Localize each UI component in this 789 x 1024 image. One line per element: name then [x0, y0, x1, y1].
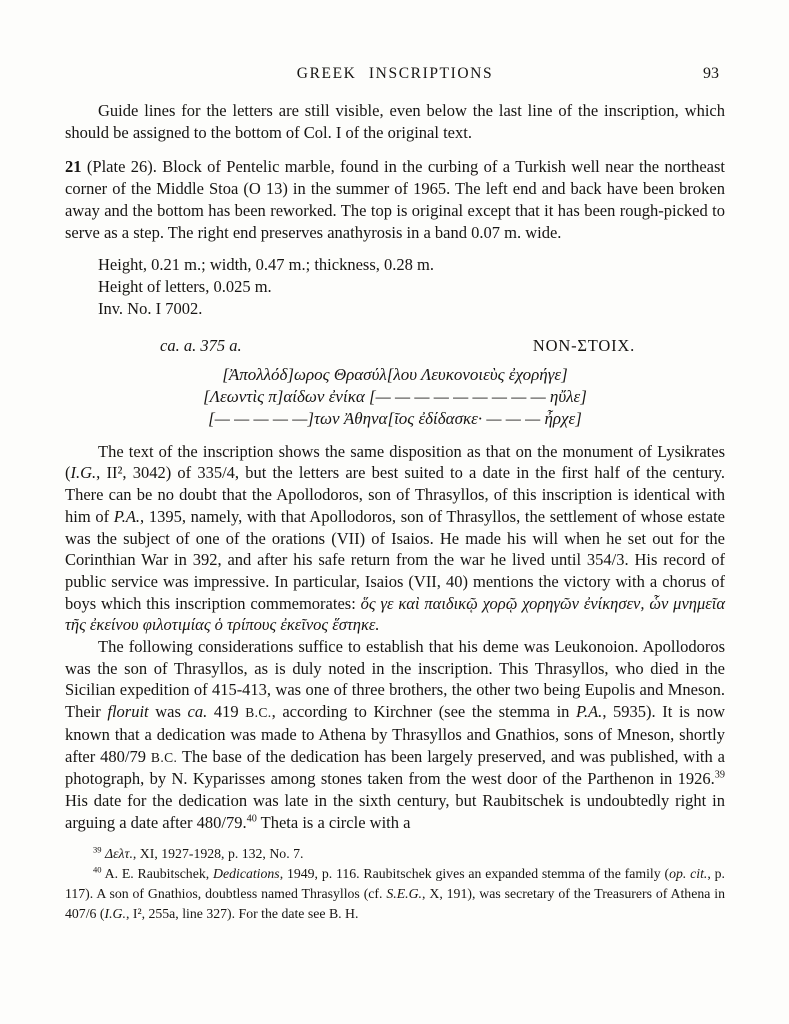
text-segment: S.E.G. — [386, 885, 422, 901]
text-segment: P.A. — [113, 506, 141, 526]
text-segment: op. cit. — [669, 866, 708, 882]
text-segment: floruit — [107, 702, 149, 722]
inscription-line-2: [Λεωντὶς π]αίδων ἐνίκα [— — — — — — — — — ηὔλε] — [203, 387, 587, 407]
text-segment: , XI, 1927-1928, p. 132, No. 7. — [132, 846, 304, 862]
footnotes-block — [65, 844, 725, 923]
footnote-ref: 39 — [93, 844, 102, 855]
text-segment: Guide lines for the letters are still visible, even below the last line of the inscription, which should be assigned to the bottom of Col. I of the original text. — [65, 101, 725, 142]
text-segment: , II², 3042) of 335/4, but the letters are best suited to a date in the first half of the century. There can be no doubt that the Apollodoros, son of Thrasyllos, of this inscription is identical with him of — [65, 463, 725, 526]
inventory-number: Inv. No. I 7002. — [98, 298, 203, 318]
text-segment: B.C. — [150, 749, 178, 765]
text-segment: His date for the dedication was late in the sixth century, but Raubitschek is undoubtedly right in arguing a date after 480/79. — [65, 790, 725, 832]
date-row — [65, 335, 725, 357]
text-segment: was — [148, 702, 188, 722]
date-label: ca. a. 375 a. — [160, 336, 242, 356]
text-segment: , 5935). It is now known that a dedication was made to Athena by Thrasyllos and Gnathios, sons of Mneson, shortly after 480/79 — [65, 702, 726, 766]
text-segment: P.A. — [576, 702, 603, 722]
text-segment: The base of the dedication has been largely preserved, and was published, with a photograph, by N. Kyparisses among stones taken from the west door of the Parthenon in 1926. — [65, 746, 725, 789]
text-segment: The following considerations suffice to establish that his deme was Leukonoion. Apollodoros was the son of Thrasyllos, as is duly noted in the inscription. This Thrasyllos, who died in the Sicilian expedition of 415-413, was one of three brothers, the other two being Eupolis and Mneson. Their — [65, 637, 725, 722]
measurement-dimensions: Height, 0.21 m.; width, 0.47 m.; thickness, 0.28 m. — [98, 255, 434, 275]
text-segment: , p. 117). A son of Gnathios, doubtless named Thrasyllos (cf. — [65, 866, 725, 901]
inscription-line-1: [Ἀπολλόδ]ωρος Θρασύλ[λου Λευκονοιεὺς ἐχορήγε] — [222, 365, 568, 385]
inscription-line-3: [— — — — —]των Ἀθηνα[ῖος ἐδίδασκε· — — — ἦρχε] — [208, 408, 582, 428]
text-segment: Theta is a circle with a — [256, 812, 411, 832]
measurements-block — [65, 254, 725, 319]
text-segment: ca. — [187, 702, 208, 722]
footnote-39 — [65, 844, 725, 864]
measurement-letter-height: Height of letters, 0.025 m. — [98, 276, 272, 296]
text-segment: 419 — [207, 702, 246, 722]
text-segment: I.G. — [70, 463, 97, 483]
text-segment: (Plate 26). Block of Pentelic marble, found in the curbing of a Turkish well near the northeast corner of the Middle Stoa (O 13) in the summer of 1965. The left end and back have been broken away and the bottom has been reworked. The top is original except that it has been rough-picked to serve as a step. The right end preserves anathyrosis in a band 0.07 m. wide. — [65, 157, 725, 242]
text-segment: A. E. Raubitschek, — [101, 866, 213, 882]
text-segment: ὅς γε καὶ παιδικῷ χορῷ χορηγῶν ἐνίκησεν, ὧν μνημεῖα τῆς ἐκείνου φιλοτιμίας ὁ τρίπους ἐκεῖνος ἕστηκε. — [65, 593, 725, 635]
text-segment: Δελτ. — [105, 846, 133, 862]
page-header — [65, 64, 725, 83]
paragraph-entry-21 — [65, 156, 725, 243]
stoichedon-label: NON-ΣΤΟΙΧ. — [532, 336, 635, 356]
text-segment: , according to Kirchner (see the stemma in — [271, 702, 577, 722]
text-segment: Dedications — [213, 866, 280, 882]
text-segment: , I², 255a, line 327). For the date see B. H. — [125, 905, 359, 921]
text-segment: I.G. — [104, 905, 126, 921]
inscription-text-block — [65, 364, 725, 429]
text-segment: , 1949, p. 116. Raubitschek gives an expanded stemma of the family ( — [279, 866, 670, 882]
text-segment: , 1395, namely, with that Apollodoros, son of Thrasyllos, the settlement of whose estate was the subject of one of the orations (VII) of Isaios. He made his will when he set out for the Corinthian War in 392, and after his safe return from the war he lived until 354/3. His record of public service was impressive. In particular, Isaios (VII, 40) mentions the victory with a chorus of boys which this inscription commemorates: — [65, 506, 725, 613]
footnote-ref: 40 — [246, 813, 257, 825]
paragraph-guide-lines — [65, 100, 725, 143]
footnote-ref: 40 — [93, 864, 102, 875]
running-head-title: GREEK INSCRIPTIONS — [296, 65, 494, 82]
footnote-40 — [65, 864, 725, 923]
text-segment: 21 — [65, 157, 82, 177]
paragraph-commentary-2 — [65, 636, 725, 833]
footnote-ref: 39 — [714, 769, 725, 781]
text-segment: The text of the inscription shows the same disposition as that on the monument of Lysikrates ( — [65, 441, 725, 483]
text-segment: , X, 191), was secretary of the Treasurers of Athena in 407/6 ( — [65, 885, 725, 921]
text-segment: B.C. — [245, 705, 272, 721]
paragraph-commentary-1 — [65, 441, 725, 636]
page-number: 93 — [703, 65, 719, 82]
